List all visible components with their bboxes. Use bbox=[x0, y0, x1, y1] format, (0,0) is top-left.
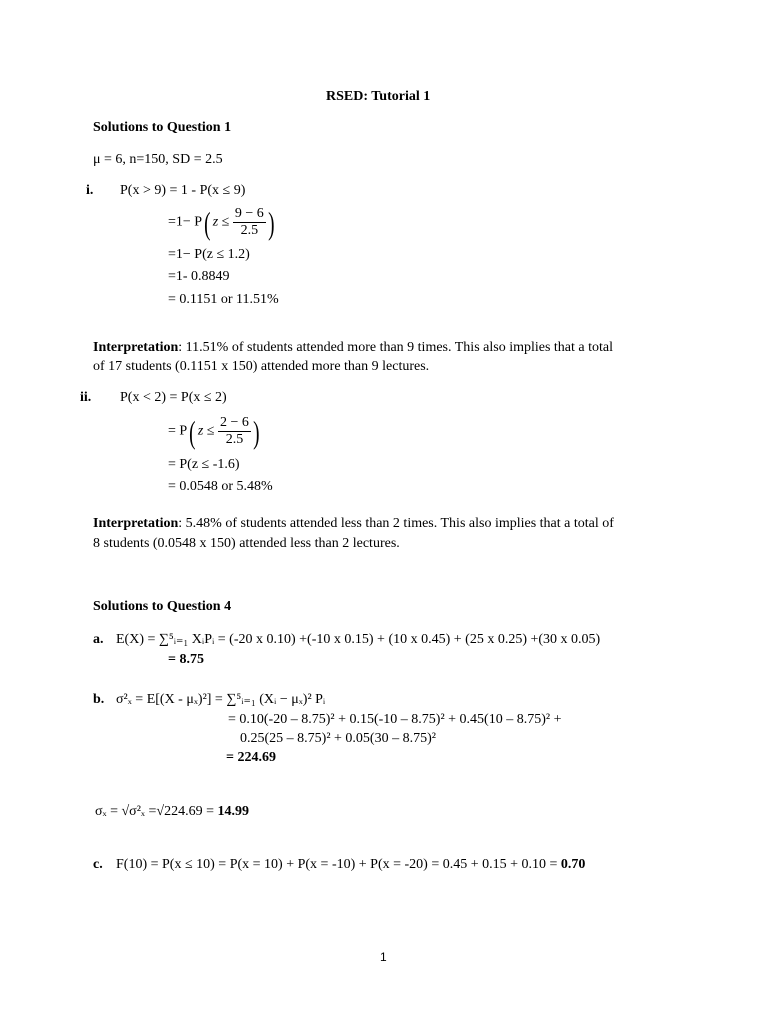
part-ii-denominator: 2.5 bbox=[225, 432, 244, 447]
part-i-interpretation-line-1: Interpretation: 11.51% of students attended more than 9 times. This also implies that a total bbox=[93, 340, 614, 355]
sd-result: 14.99 bbox=[217, 804, 249, 819]
part-i-line-1: P(x > 9) = 1 - P(x ≤ 9) bbox=[120, 183, 246, 198]
part-ii-line-3: = P(z ≤ -1.6) bbox=[168, 457, 240, 472]
part-ii-line-1: P(x < 2) = P(x ≤ 2) bbox=[120, 390, 227, 405]
sd-line bbox=[95, 803, 249, 821]
part-ii-line-2-prefix: = P bbox=[168, 423, 188, 439]
part-c-result: 0.70 bbox=[560, 857, 586, 872]
part-b-label: b. bbox=[93, 692, 105, 707]
q1-given-values: μ = 6, n=150, SD = 2.5 bbox=[93, 152, 223, 167]
part-i-denominator: 2.5 bbox=[240, 223, 259, 238]
part-i-interpretation-line-2: of 17 students (0.1151 x 150) attended more than 9 lectures. bbox=[93, 359, 430, 374]
part-i-line-3: =1− P(z ≤ 1.2) bbox=[168, 247, 250, 262]
part-ii-interpretation-label: Interpretation bbox=[93, 516, 179, 531]
part-i-line-5: = 0.1151 or 11.51% bbox=[168, 292, 279, 307]
part-a-label: a. bbox=[93, 632, 104, 647]
part-i-line-2: =1− P( z ≤ $\frac{9 - 6}{2.5}$ ) bbox=[168, 204, 275, 241]
question-1-heading: Solutions to Question 1 bbox=[93, 120, 232, 135]
part-i-interpretation-label: Interpretation bbox=[93, 340, 179, 355]
part-ii-line-4: = 0.0548 or 5.48% bbox=[168, 479, 273, 494]
part-i-line-2-prefix: =1− P bbox=[168, 214, 203, 230]
question-4-heading: Solutions to Question 4 bbox=[93, 599, 232, 614]
part-ii-numerator: 2 − 6 bbox=[219, 415, 249, 430]
part-ii-line-2: = P( z ≤ $\frac{2 - 6}{2.5}$ ) bbox=[168, 413, 260, 450]
part-b-line-3: 0.25(25 – 8.75)² + 0.05(30 – 8.75)² bbox=[240, 731, 436, 746]
part-b-result: = 224.69 bbox=[226, 750, 276, 765]
part-i-line-4: =1- 0.8849 bbox=[168, 269, 230, 284]
part-b-line-1: σ²ₓ = E[(X - μₓ)²] = ∑⁵ᵢ₌₁ (Xᵢ − μₓ)² Pᵢ bbox=[116, 692, 326, 707]
part-a-result: = 8.75 bbox=[168, 652, 204, 667]
part-i-z: z ≤ bbox=[212, 214, 230, 230]
part-c-expression: F(10) = P(x ≤ 10) = P(x = 10) + P(x = -10) + P(x = -20) = 0.45 + 0.15 + 0.10 = bbox=[116, 857, 561, 872]
part-i-label: i. bbox=[86, 183, 94, 198]
part-i-numerator: 9 − 6 bbox=[234, 206, 264, 221]
part-ii-interpretation-line-2: 8 students (0.0548 x 150) attended less than 2 lectures. bbox=[93, 536, 400, 551]
page-number: 1 bbox=[380, 950, 387, 964]
part-c-label: c. bbox=[93, 857, 103, 872]
part-c-line-1 bbox=[116, 856, 585, 874]
page-title: RSED: Tutorial 1 bbox=[326, 89, 431, 104]
part-ii-z: z ≤ bbox=[197, 423, 215, 439]
part-ii-interpretation-line-1: Interpretation: 5.48% of students attended less than 2 times. This also implies that a total of bbox=[93, 516, 614, 531]
part-a-line-1: E(X) = ∑⁵ᵢ₌₁ XᵢPᵢ = (-20 x 0.10) +(-10 x 0.15) + (10 x 0.45) + (25 x 0.25) +(30 x 0.05) bbox=[116, 632, 601, 647]
sd-expression: σₓ = √σ²ₓ =√224.69 = bbox=[95, 804, 218, 819]
part-b-line-2: = 0.10(-20 – 8.75)² + 0.15(-10 – 8.75)² + 0.45(10 – 8.75)² + bbox=[228, 712, 562, 727]
part-ii-label: ii. bbox=[80, 390, 92, 405]
